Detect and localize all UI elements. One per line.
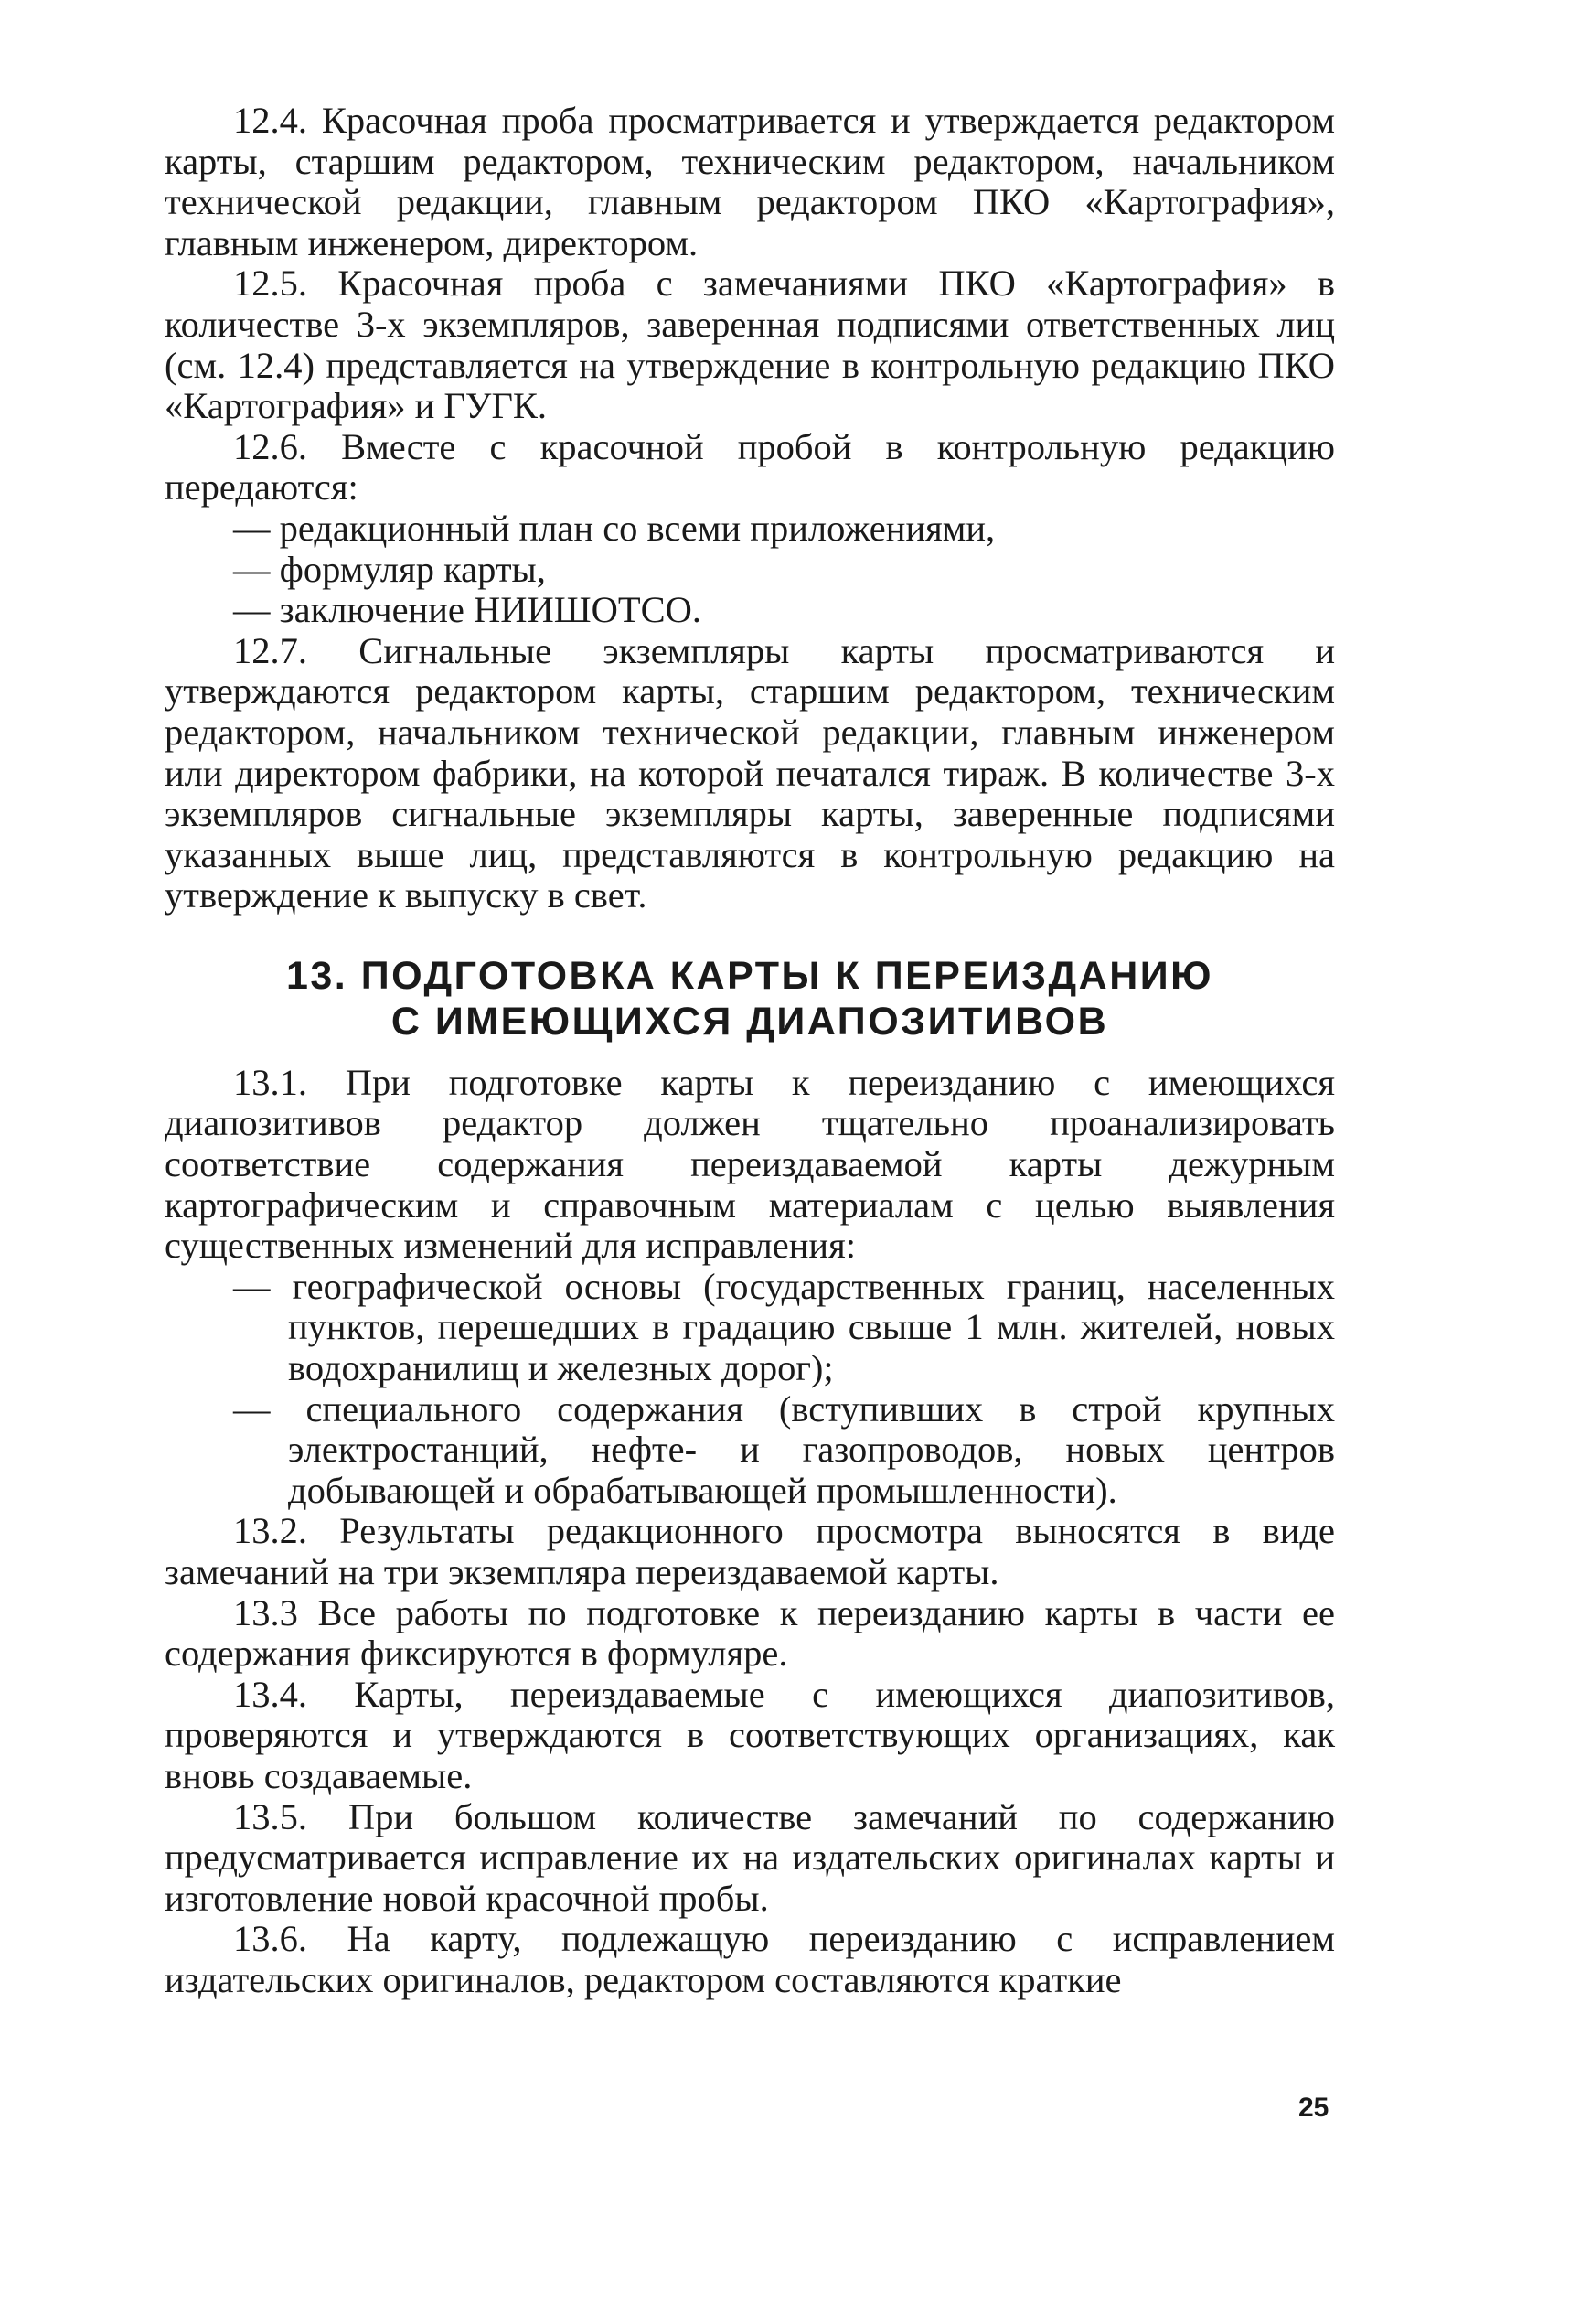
- page-body: [165, 101, 1335, 2001]
- paragraph-13-3: 13.3 Все работы по подготовке к переизданию карты в части ее содержания фиксируются в формуляре.: [165, 1591, 1335, 1675]
- list-item-12-6-formular: — формуляр карты,: [233, 548, 546, 590]
- list-item-12-6-conclusion: — заключение НИИШОТСО.: [233, 589, 701, 631]
- section-13-heading-line2: С ИМЕЮЩИХСЯ ДИАПОЗИТИВОВ: [390, 999, 1109, 1044]
- paragraph-12-5: 12.5. Красочная проба с замечаниями ПКО «Картография» в количестве 3-х экземпляров, заверенная подписями ответственных лиц (см. 12.4) представляется на утверждение в контрольную редакцию ПКО «Картография» и ГУГК.: [165, 262, 1335, 427]
- section-13-heading: [165, 953, 1335, 1044]
- paragraph-13-6: 13.6. На карту, подлежащую переизданию с исправлением издательских оригиналов, редактором составляются краткие: [165, 1918, 1335, 2000]
- list-item-13-1-geographic: — географической основы (государственных границ, населенных пунктов, перешедших в градацию свыше 1 млн. жителей, новых водохранилищ и железных дорог);: [233, 1265, 1335, 1389]
- list-item-13-1-special: — специального содержания (вступивших в строй крупных электростанций, нефте- и газопроводов, новых центров добывающей и обрабатывающей промышленности).: [233, 1387, 1335, 1511]
- paragraph-13-2: 13.2. Результаты редакционного просмотра выносятся в виде замечаний на три экземпляра переиздаваемой карты.: [165, 1510, 1335, 1592]
- paragraph-13-4: 13.4. Карты, переиздаваемые с имеющихся диапозитивов, проверяются и утверждаются в соответствующих организациях, как вновь создаваемые.: [165, 1673, 1335, 1796]
- paragraph-12-6: 12.6. Вместе с красочной пробой в контрольную редакцию передаются:: [165, 425, 1335, 509]
- section-13-heading-line1: 13. ПОДГОТОВКА КАРТЫ К ПЕРЕИЗДАНИЮ: [285, 953, 1214, 998]
- paragraph-13-5: 13.5. При большом количестве замечаний по содержанию предусматривается исправление их на издательских оригиналах карты и изготовление новой красочной пробы.: [165, 1795, 1335, 1919]
- list-item-12-6-plan: — редакционный план со всеми приложениями,: [233, 507, 996, 549]
- page-number: 25: [1298, 2093, 1329, 2123]
- paragraph-12-7: 12.7. Сигнальные экземпляры карты просматриваются и утверждаются редактором карты, старшим редактором, техническим редактором, начальником технической редакции, главным инженером или директором фабрики, на которой печатался тираж. В количестве 3-х экземпляров сигнальные экземпляры карты, заверенные подписями указанных выше лиц, представляются в контрольную редакцию на утверждение к выпуску в свет.: [165, 629, 1335, 916]
- paragraph-12-4: 12.4. Красочная проба просматривается и утверждается редактором карты, старшим редактором, техническим редактором, начальником технической редакции, главным редактором ПКО «Картография», главным инженером, директором.: [165, 100, 1335, 263]
- paragraph-13-1: 13.1. При подготовке карты к переизданию с имеющихся диапозитивов редактор должен тщательно проанализировать соответствие содержания переиздаваемой карты дежурным картографическим и справочным материалам с целью выявления существенных изменений для исправления:: [165, 1061, 1335, 1267]
